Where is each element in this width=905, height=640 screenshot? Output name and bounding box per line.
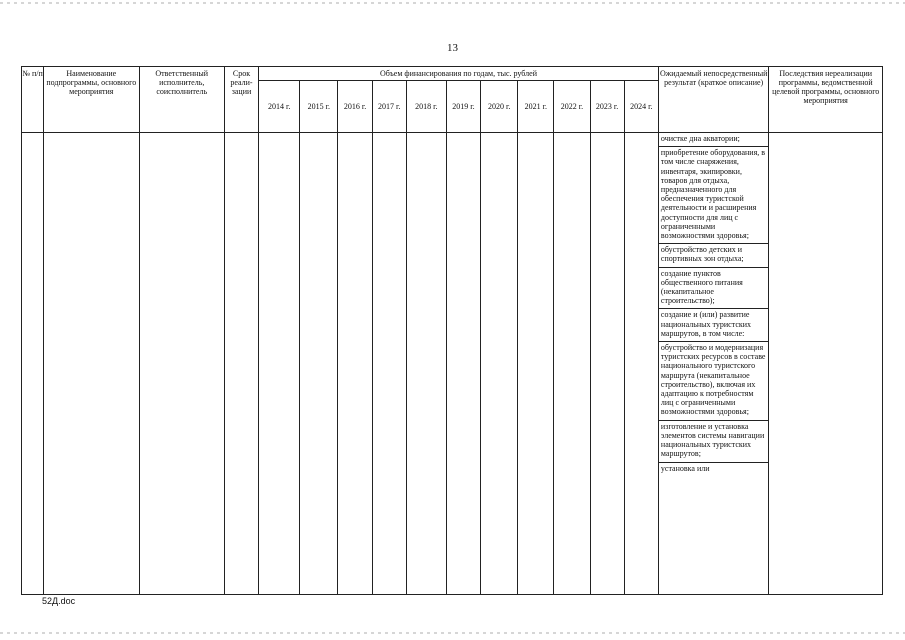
expected-item: создание и (или) развитие национальных туристских маршрутов, в том числе: (659, 309, 769, 342)
header-term: Срок реали-зации (224, 67, 258, 133)
year-header: 2022 г. (554, 81, 590, 133)
cell-year (446, 133, 480, 595)
cell-year (259, 133, 300, 595)
cell-term (224, 133, 258, 595)
financing-table (21, 66, 883, 595)
table-row (22, 133, 883, 595)
year-header: 2017 г. (372, 81, 406, 133)
cell-consequences (769, 133, 883, 595)
cell-expected (658, 133, 769, 595)
cell-num (22, 133, 44, 595)
year-header: 2015 г. (300, 81, 338, 133)
cell-year (372, 133, 406, 595)
expected-item: установка или (660, 463, 710, 473)
header-num: № п/п (22, 67, 44, 133)
cell-year (300, 133, 338, 595)
year-header: 2023 г. (590, 81, 624, 133)
cell-year (518, 133, 554, 595)
cell-year (554, 133, 590, 595)
cell-year (338, 133, 372, 595)
header-consequences: Последствия нереализации программы, ведомственной целевой программы, основного мероприятия (769, 67, 883, 133)
expected-item: создание пунктов общественного питания (некапитальное строительство); (659, 268, 769, 310)
cell-responsible (139, 133, 224, 595)
header-funding: Объем финансирования по годам, тыс. рублей (259, 67, 659, 81)
expected-item: обустройство детских и спортивных зон отдыха; (659, 244, 769, 267)
header-expected: Ожидаемый непосредственный результат (краткое описание) (658, 67, 769, 133)
expected-item: очистке дна акватории; (659, 133, 769, 147)
year-header: 2014 г. (259, 81, 300, 133)
cell-name (44, 133, 139, 595)
header-name: Наименование подпрограммы, основного мероприятия (44, 67, 139, 133)
document-filename: 52Д.doc (42, 596, 76, 606)
header-row-top (22, 67, 883, 81)
scan-edge-bottom (0, 632, 905, 634)
expected-item: изготовление и установка элементов системы навигации национальных туристских маршрутов; (659, 421, 769, 463)
expected-item: обустройство и модернизация туристских ресурсов в составе национального туристского маршрута (некапитальное строительство), включая их адаптацию к потребностям лиц с ограниченными возможностями здоровья; (659, 342, 769, 421)
year-header: 2016 г. (338, 81, 372, 133)
year-header: 2024 г. (624, 81, 658, 133)
cell-year (406, 133, 446, 595)
year-header: 2019 г. (446, 81, 480, 133)
cell-year (590, 133, 624, 595)
page-number: 13 (447, 42, 458, 54)
cell-year (481, 133, 518, 595)
year-header: 2020 г. (481, 81, 518, 133)
scan-edge-top (0, 2, 905, 4)
header-responsible: Ответственный исполнитель, соисполнитель (139, 67, 224, 133)
year-header: 2021 г. (518, 81, 554, 133)
cell-year (624, 133, 658, 595)
year-header: 2018 г. (406, 81, 446, 133)
expected-item: приобретение оборудования, в том числе снаряжения, инвентаря, экипировки, товаров для отдыха, предназначенного для обеспечения туристской деятельности и расширения доступности для лиц с ограниченными возможностями здоровья; (659, 147, 769, 244)
